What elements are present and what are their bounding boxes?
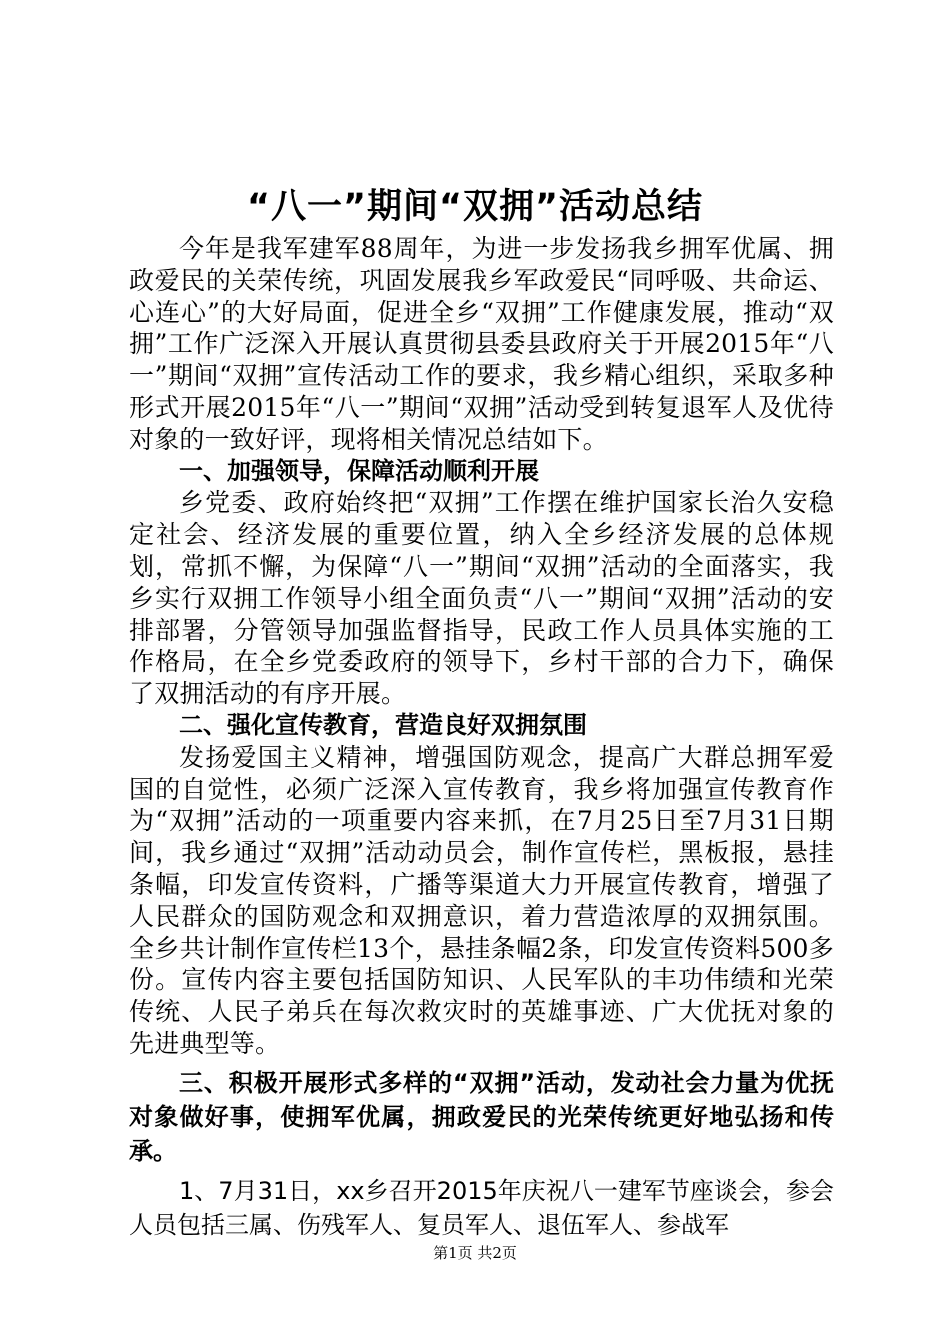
section-1-paragraph: 乡党委、政府始终把“双拥”工作摆在维护国家长治久安稳定社会、经济发展的重要位置，纳入全乡经济发展的总体规划，常抓不懈，为保障“八一”期间“双拥”活动的全面落实，我乡实行双拥工作领导小组全面负责“八一”期间“双拥”活动的安排部署，分管领导加强监督指导，民政工作人员具体实施的工作格局，在全乡党委政府的领导下，乡村干部的合力下，确保了双拥活动的有序开展。 [129, 488, 834, 709]
document-body [129, 233, 834, 1242]
section-3-paragraph: 1、7月31日，xx乡召开2015年庆祝八一建军节座谈会，参会人员包括三属、伤残军人、复员军人、退伍军人、参战军 [129, 1176, 834, 1239]
intro-paragraph: 今年是我军建军88周年，为进一步发扬我乡拥军优属、拥政爱民的关荣传统，巩固发展我乡军政爱民“同呼吸、共命运、心连心”的大好局面，促进全乡“双拥”工作健康发展，推动“双拥”工作广泛深入开展认真贯彻县委县政府关于开展2015年“八一”期间“双拥”宣传活动工作的要求，我乡精心组织，采取多种形式开展2015年“八一”期间“双拥”活动受到转复退军人及优待对象的一致好评，现将相关情况总结如下。 [129, 234, 834, 454]
section-2-paragraph: 发扬爱国主义精神，增强国防观念，提高广大群总拥军爱国的自觉性，必须广泛深入宣传教育，我乡将加强宣传教育作为“双拥”活动的一项重要内容来抓，在7月25日至7月31日期间，我乡通过“双拥”活动动员会，制作宣传栏，黑板报，悬挂条幅，印发宣传资料，广播等渠道大力开展宣传教育，增强了人民群众的国防观念和双拥意识，着力营造浓厚的双拥氛围。全乡共计制作宣传栏13个，悬挂条幅2条，印发宣传资料500多份。宣传内容主要包括国防知识、人民军队的丰功伟绩和光荣传统、人民子弟兵在每次救灾时的英雄事迹、广大优抚对象的先进典型等。 [129, 742, 834, 1058]
section-1-heading: 一、加强领导，保障活动顺利开展 [179, 456, 539, 485]
section-2-heading: 二、强化宣传教育，营造良好双拥氛围 [179, 710, 587, 739]
document-title: “八一”期间“双拥”活动总结 [246, 187, 703, 227]
section-3-heading: 三、积极开展形式多样的“双拥”活动，发动社会力量为优抚对象做好事，使拥军优属，拥政爱民的光荣传统更好地弘扬和传承。 [129, 1068, 834, 1165]
page-number-footer: 第1页 共2页 [433, 1244, 517, 1262]
